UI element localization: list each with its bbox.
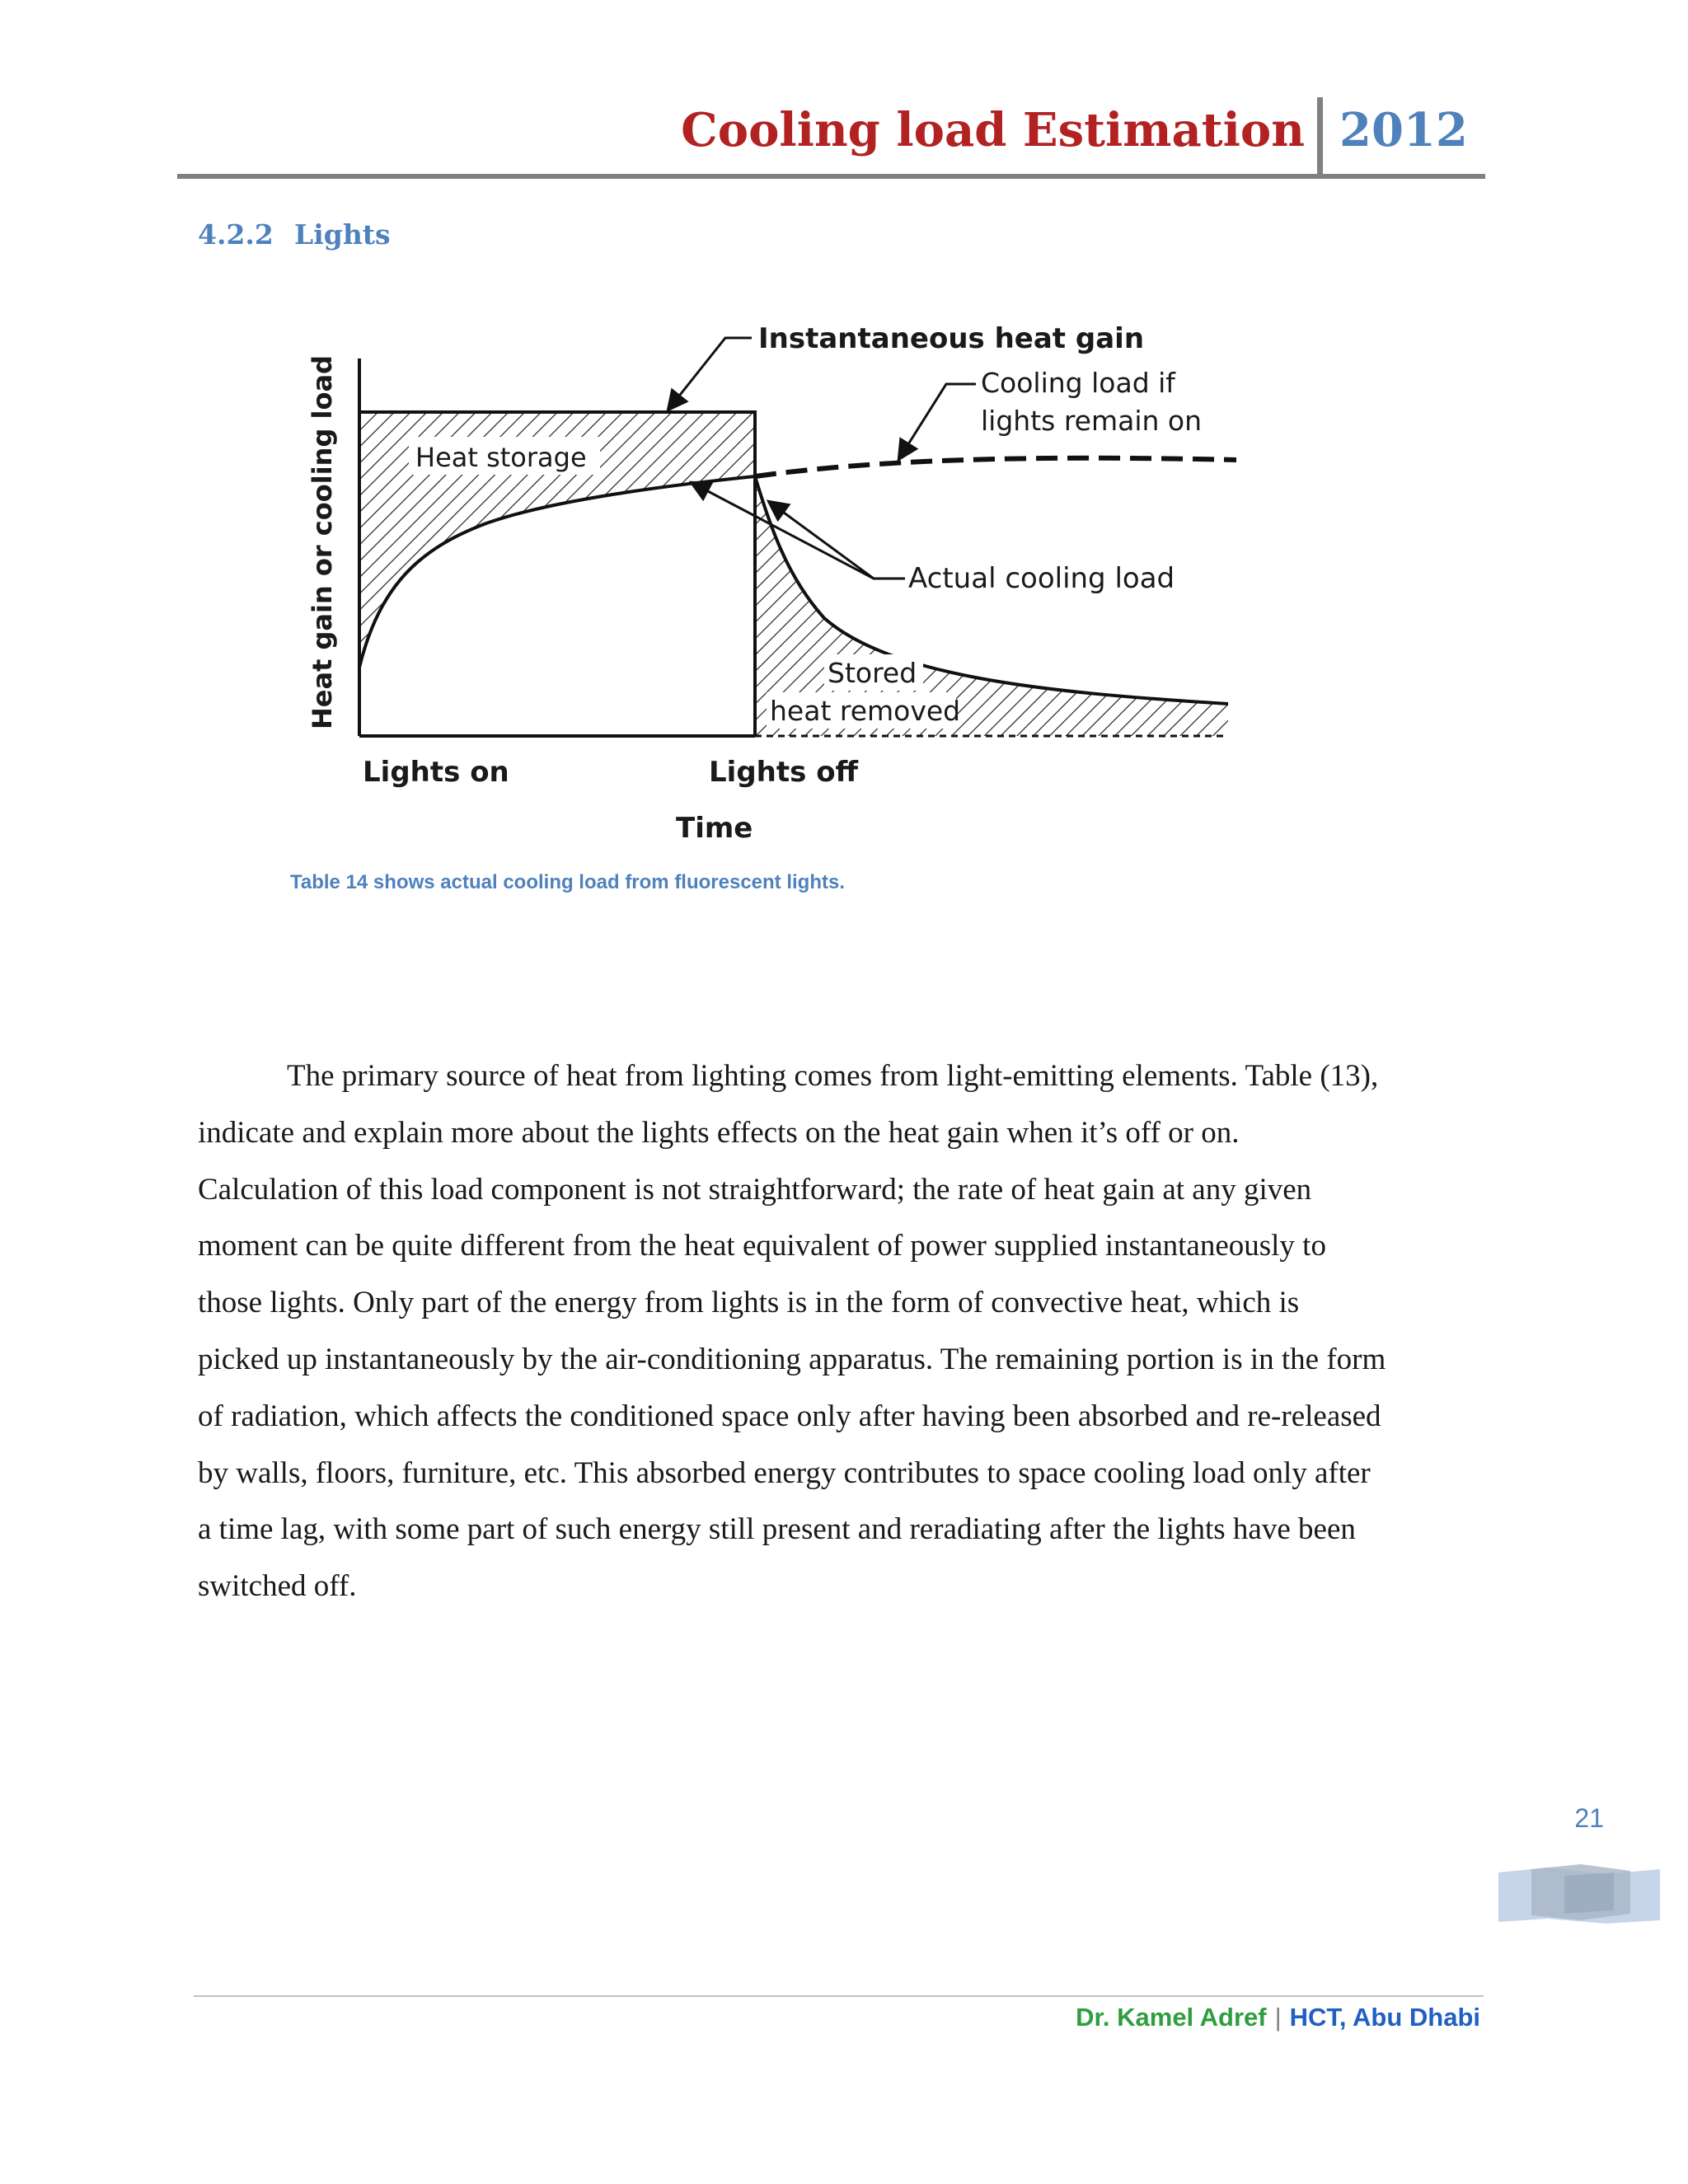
body-line: a time lag, with some part of such energy still present and reradiating after the lights have been [198, 1512, 1356, 1547]
lights-cooling-load-diagram [297, 313, 1253, 857]
header-year: 2012 [1339, 103, 1468, 157]
label-remain-line2: lights remain on [981, 405, 1203, 437]
header-divider [1317, 97, 1323, 176]
footer [1076, 2003, 1480, 2032]
footer-separator: | [1274, 2003, 1282, 2032]
label-stored-line2: heat removed [770, 695, 961, 727]
label-time: Time [676, 812, 753, 845]
footer-rule [194, 1995, 1484, 1997]
section-title: Lights [294, 218, 391, 251]
label-instantaneous: Instantaneous heat gain [758, 322, 1145, 355]
label-lights-on: Lights on [363, 756, 509, 789]
body-line: moment can be quite different from the heat equivalent of power supplied instantaneously to [198, 1229, 1326, 1263]
section-heading [198, 218, 391, 251]
figure-caption: Table 14 shows actual cooling load from fluorescent lights. [290, 871, 846, 893]
label-remain-line1: Cooling load if [981, 367, 1175, 399]
body-line: picked up instantaneously by the air-conditioning apparatus. The remaining portion is in the form [198, 1342, 1386, 1376]
leader-actual-1 [691, 482, 905, 579]
label-stored-line1: Stored [828, 657, 917, 689]
page-corner-decoration [1498, 1864, 1660, 1925]
body-paragraph [198, 1048, 1492, 1615]
body-line: Calculation of this load component is not straightforward; the rate of heat gain at any given [198, 1172, 1312, 1207]
label-lights-off: Lights off [709, 756, 859, 789]
label-actual: Actual cooling load [908, 562, 1175, 595]
body-line: of radiation, which affects the conditioned space only after having been absorbed and re-released [198, 1399, 1381, 1433]
body-line: those lights. Only part of the energy from lights is in the form of convective heat, which is [198, 1286, 1300, 1320]
label-heat-storage: Heat storage [415, 442, 587, 473]
header-rule [177, 174, 1485, 179]
lights-remain-on-curve [755, 458, 1236, 476]
leader-instantaneous [668, 338, 752, 410]
header-title: Cooling load Estimation [681, 103, 1305, 157]
leader-remain-on [898, 384, 976, 460]
body-line: by walls, floors, furniture, etc. This absorbed energy contributes to space cooling load only after [198, 1455, 1371, 1490]
section-number: 4.2.2 [198, 218, 274, 251]
body-line: indicate and explain more about the lights effects on the heat gain when it’s off or on. [198, 1115, 1240, 1150]
body-line: switched off. [198, 1569, 357, 1604]
body-line: The primary source of heat from lighting comes from light-emitting elements. Table (13), [287, 1059, 1379, 1093]
footer-institution: HCT, Abu Dhabi [1289, 2003, 1480, 2032]
label-y-axis: Heat gain or cooling load [307, 355, 338, 729]
footer-author: Dr. Kamel Adref [1076, 2003, 1267, 2032]
page-number: 21 [1574, 1803, 1604, 1833]
